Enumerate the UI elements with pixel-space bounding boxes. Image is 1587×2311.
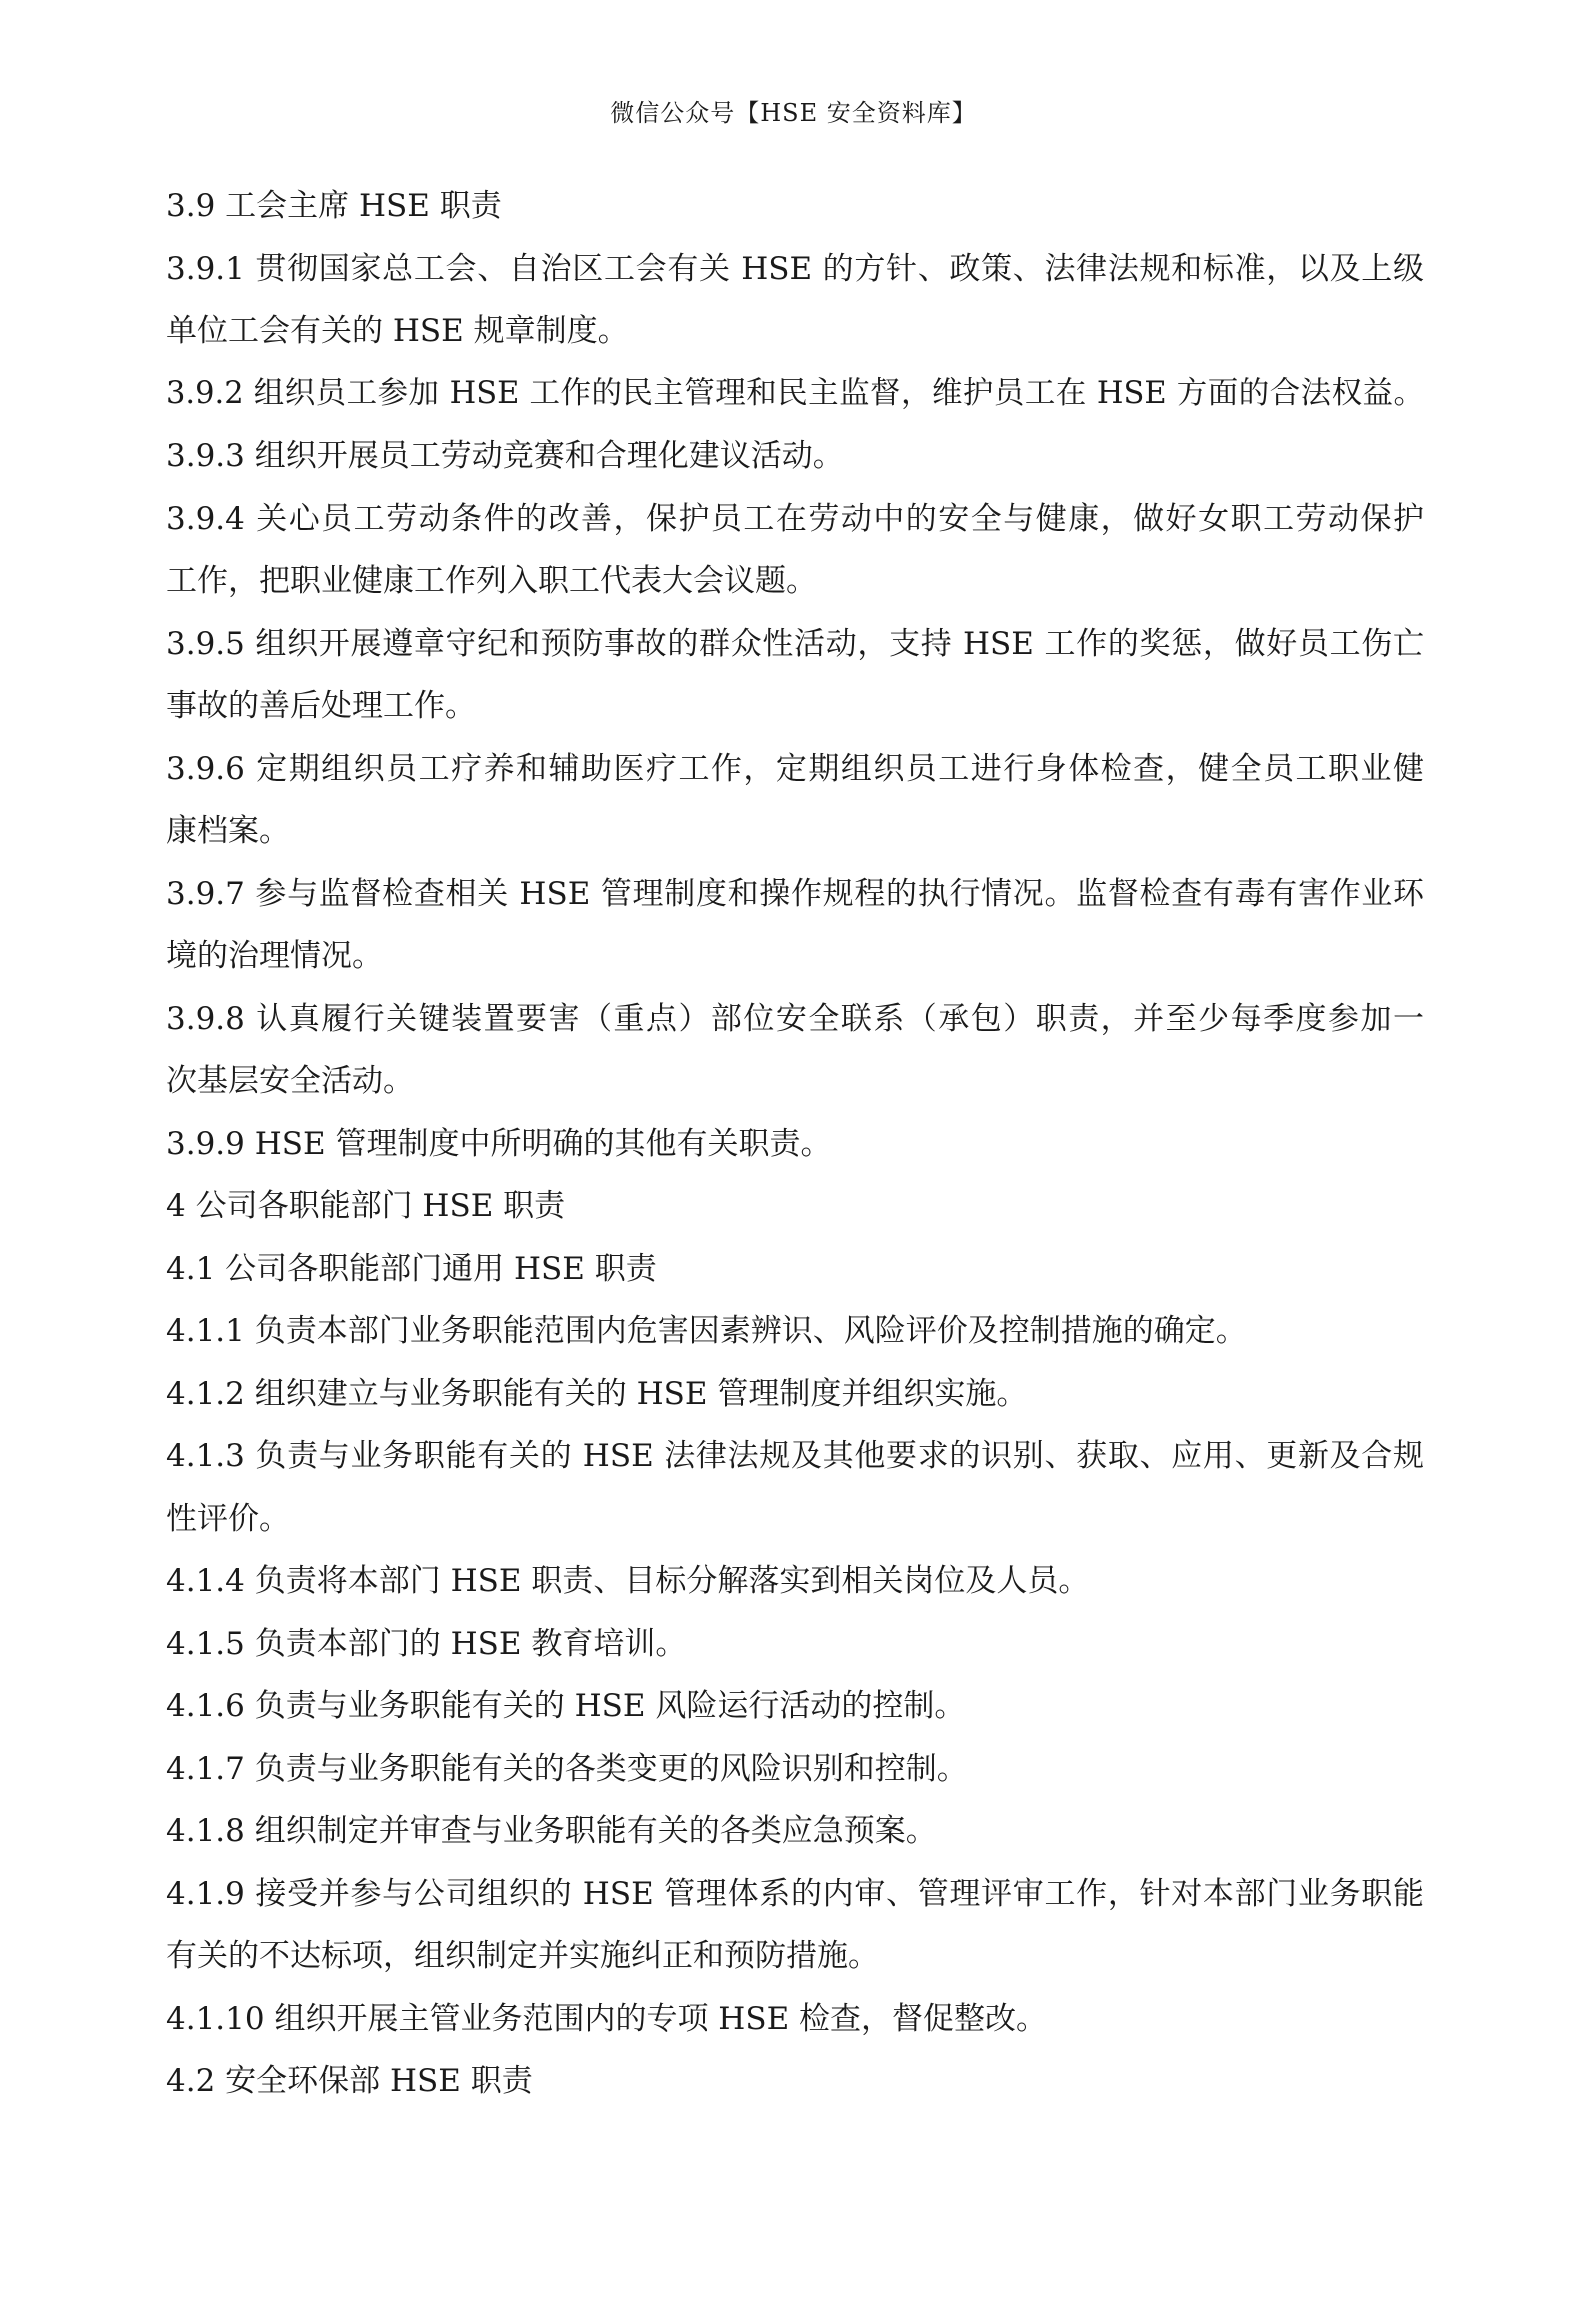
text-line: 4.1.7 负责与业务职能有关的各类变更的风险识别和控制。 [166,1750,968,1787]
text-line: 3.9.3 组织开展员工劳动竞赛和合理化建议活动。 [166,438,844,474]
text-line: 工作，把职业健康工作列入职工代表大会议题。 [166,563,817,599]
text-line: 性评价。 [166,1500,290,1537]
text-line: 3.9 工会主席 HSE 职责 [166,188,502,224]
text-line: 4.1.2 组织建立与业务职能有关的 HSE 管理制度并组织实施。 [166,1375,1028,1412]
text-line: 4.1.9 接受并参与公司组织的 HSE 管理体系的内审、管理评审工作，针对本部门业务职能 [166,1875,1424,1912]
page-header: 微信公众号【HSE 安全资料库】 [610,99,977,127]
text-line: 4.1.5 负责本部门的 HSE 教育培训。 [166,1625,687,1662]
text-line: 4.1.4 负责将本部门 HSE 职责、目标分解落实到相关岗位及人员。 [166,1563,1090,1599]
text-line: 3.9.4 关心员工劳动条件的改善，保护员工在劳动中的安全与健康，做好女职工劳动保护 [166,500,1424,537]
text-line: 4.1.6 负责与业务职能有关的 HSE 风险运行活动的控制。 [166,1688,966,1724]
text-line: 4.1.10 组织开展主管业务范围内的专项 HSE 检查，督促整改。 [166,2000,1048,2037]
text-line: 4.2 安全环保部 HSE 职责 [166,2063,533,2099]
text-line: 次基层安全活动。 [166,1063,414,1099]
text-line: 4.1.3 负责与业务职能有关的 HSE 法律法规及其他要求的识别、获取、应用、更新及合规 [166,1438,1424,1474]
text-line: 3.9.5 组织开展遵章守纪和预防事故的群众性活动，支持 HSE 工作的奖惩，做好员工伤亡 [166,625,1424,662]
text-line: 4 公司各职能部门 HSE 职责 [166,1188,566,1224]
text-line: 境的治理情况。 [166,938,383,974]
text-line: 3.9.8 认真履行关键装置要害（重点）部位安全联系（承包）职责，并至少每季度参加一 [166,1000,1424,1037]
text-line: 单位工会有关的 HSE 规章制度。 [166,313,629,349]
text-line: 有关的不达标项，组织制定并实施纠正和预防措施。 [166,1938,879,1974]
text-line: 3.9.7 参与监督检查相关 HSE 管理制度和操作规程的执行情况。监督检查有毒有害作业环 [166,875,1424,912]
text-line: 3.9.6 定期组织员工疗养和辅助医疗工作，定期组织员工进行身体检查，健全员工职业健 [166,750,1424,787]
text-line: 康档案。 [166,813,290,849]
text-line: 3.9.9 HSE 管理制度中所明确的其他有关职责。 [166,1125,832,1162]
document-body [166,175,1424,2113]
text-line: 3.9.1 贯彻国家总工会、自治区工会有关 HSE 的方针、政策、法律法规和标准，以及上级 [166,250,1424,287]
text-line: 4.1.1 负责本部门业务职能范围内危害因素辨识、风险评价及控制措施的确定。 [166,1313,1247,1349]
text-line: 4.1.8 组织制定并审查与业务职能有关的各类应急预案。 [166,1813,937,1849]
text-line: 事故的善后处理工作。 [166,688,476,724]
text-line: 3.9.2 组织员工参加 HSE 工作的民主管理和民主监督，维护员工在 HSE 方面的合法权益。 [166,375,1424,411]
text-line: 4.1 公司各职能部门通用 HSE 职责 [166,1250,657,1287]
